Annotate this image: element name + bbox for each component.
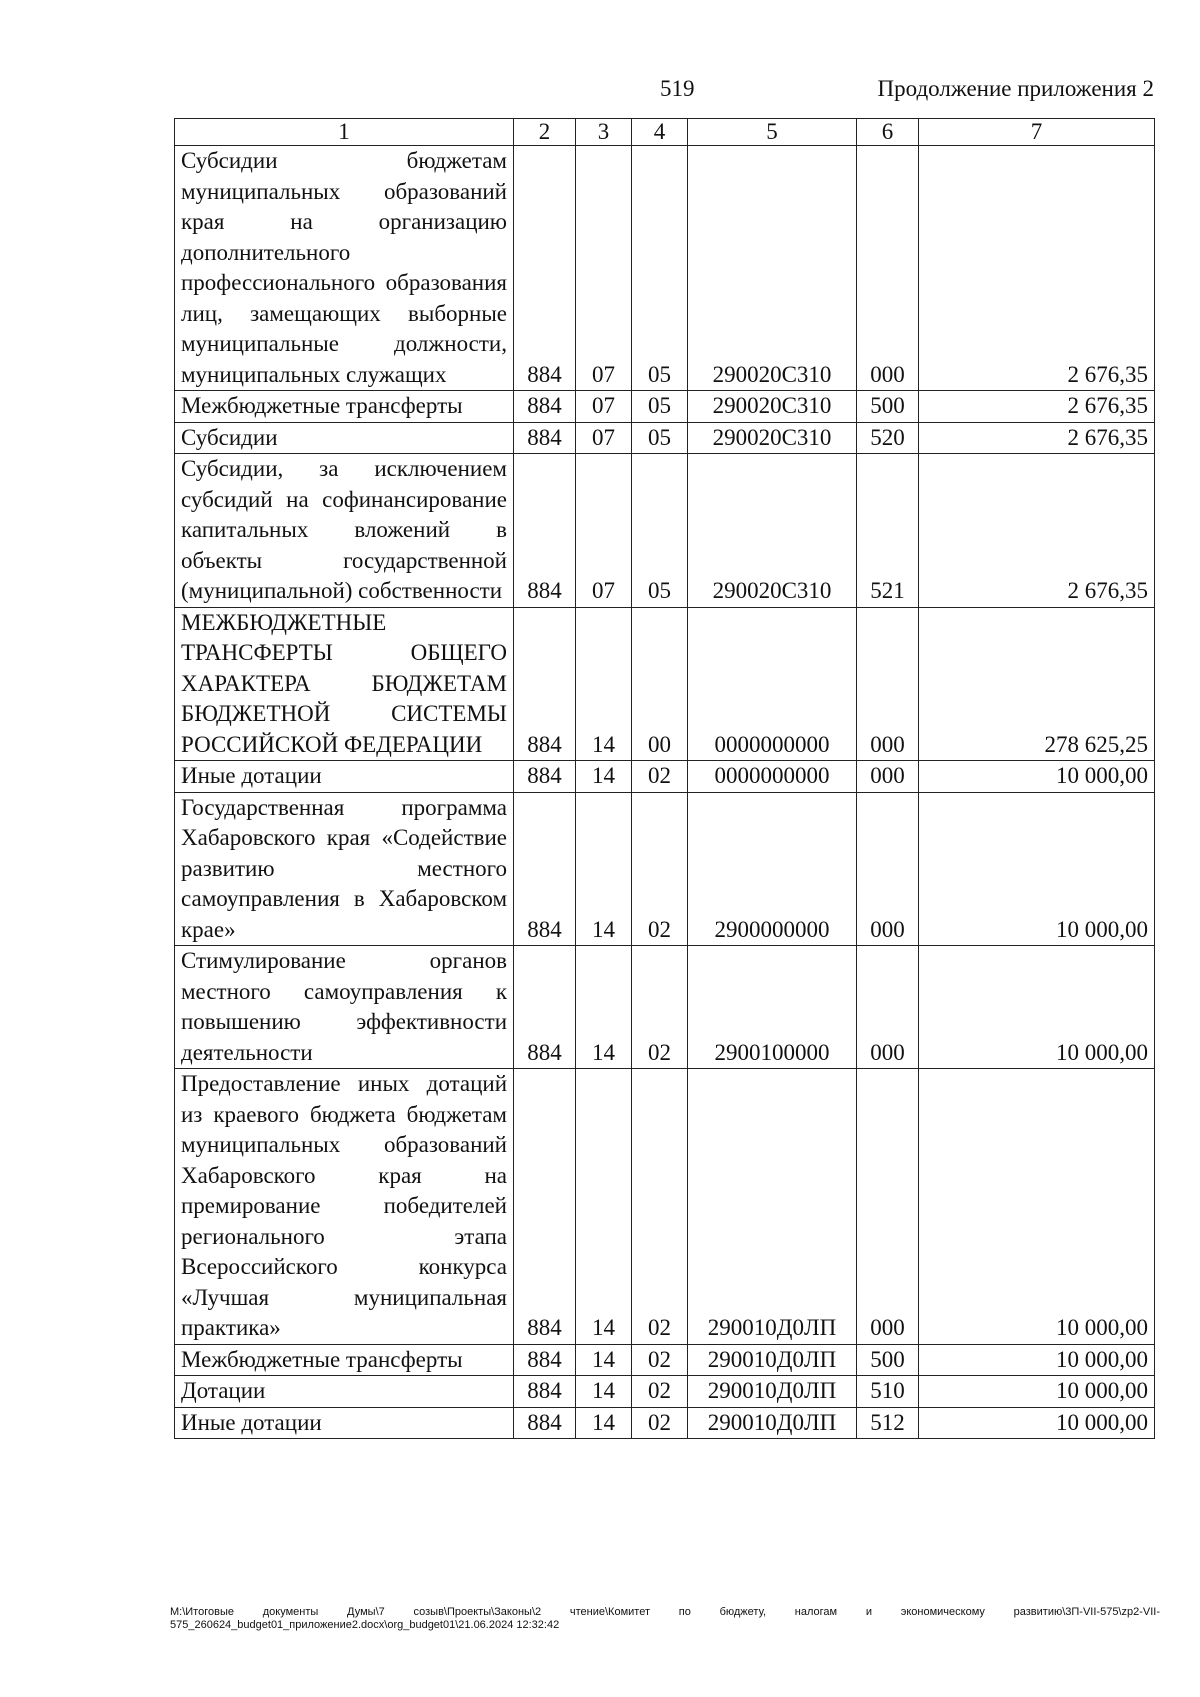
- column-header: 2: [514, 119, 576, 146]
- cell-expense-type: 000: [857, 1069, 919, 1345]
- cell-section: 14: [576, 607, 632, 761]
- column-header: 1: [175, 119, 514, 146]
- table-row: [175, 1376, 1155, 1408]
- cell-ministry: 884: [514, 1069, 576, 1345]
- page-number: 519: [660, 76, 695, 101]
- table-row: [175, 946, 1155, 1069]
- cell-subsection: 02: [632, 1376, 688, 1408]
- column-header: 6: [857, 119, 919, 146]
- table-row: [175, 607, 1155, 761]
- cell-subsection: 05: [632, 146, 688, 391]
- cell-target-article: 290010Д0ЛП: [688, 1069, 857, 1345]
- cell-ministry: 884: [514, 1407, 576, 1439]
- row-name: Межбюджетные трансферты: [175, 391, 514, 423]
- cell-section: 14: [576, 1407, 632, 1439]
- cell-ministry: 884: [514, 761, 576, 793]
- cell-amount: 2 676,35: [919, 454, 1155, 608]
- table-row: [175, 1344, 1155, 1376]
- cell-section: 07: [576, 454, 632, 608]
- cell-amount: 10 000,00: [919, 1376, 1155, 1408]
- cell-subsection: 05: [632, 454, 688, 608]
- table-row: [175, 422, 1155, 454]
- row-name: Субсидии: [175, 422, 514, 454]
- cell-section: 14: [576, 761, 632, 793]
- cell-expense-type: 500: [857, 391, 919, 423]
- cell-ministry: 884: [514, 607, 576, 761]
- table-row: [175, 1069, 1155, 1345]
- table-row: [175, 391, 1155, 423]
- cell-amount: 2 676,35: [919, 391, 1155, 423]
- cell-section: 07: [576, 146, 632, 391]
- cell-amount: 10 000,00: [919, 761, 1155, 793]
- cell-amount: 10 000,00: [919, 792, 1155, 946]
- row-name: МЕЖБЮДЖЕТНЫЕ ТРАНСФЕРТЫ ОБЩЕГО ХАРАКТЕРА БЮДЖЕТАМ БЮДЖЕТНОЙ СИСТЕМЫ РОССИЙСКОЙ ФЕДЕРАЦИИ: [175, 607, 514, 761]
- cell-ministry: 884: [514, 146, 576, 391]
- cell-subsection: 02: [632, 792, 688, 946]
- column-header: 7: [919, 119, 1155, 146]
- table-row: [175, 1407, 1155, 1439]
- cell-subsection: 05: [632, 422, 688, 454]
- cell-target-article: 290020С310: [688, 146, 857, 391]
- cell-expense-type: 000: [857, 607, 919, 761]
- cell-ministry: 884: [514, 946, 576, 1069]
- cell-ministry: 884: [514, 1344, 576, 1376]
- cell-target-article: 290010Д0ЛП: [688, 1344, 857, 1376]
- cell-target-article: 0000000000: [688, 607, 857, 761]
- cell-expense-type: 510: [857, 1376, 919, 1408]
- cell-expense-type: 500: [857, 1344, 919, 1376]
- table-row: [175, 792, 1155, 946]
- cell-expense-type: 000: [857, 946, 919, 1069]
- cell-subsection: 00: [632, 607, 688, 761]
- cell-target-article: 290020С310: [688, 422, 857, 454]
- row-name: Стимулирование органов местного самоуправления к повышению эффективности деятельности: [175, 946, 514, 1069]
- cell-expense-type: 000: [857, 761, 919, 793]
- cell-section: 14: [576, 1069, 632, 1345]
- table-header-row: [175, 119, 1155, 146]
- cell-subsection: 02: [632, 761, 688, 793]
- cell-amount: 278 625,25: [919, 607, 1155, 761]
- column-header: 3: [576, 119, 632, 146]
- cell-section: 07: [576, 422, 632, 454]
- cell-target-article: 0000000000: [688, 761, 857, 793]
- table-row: [175, 146, 1155, 391]
- continuation-heading: Продолжение приложения 2: [877, 76, 1154, 101]
- row-name: Государственная программа Хабаровского края «Содействие развитию местного самоуправления в Хабаровском крае»: [175, 792, 514, 946]
- row-name: Предоставление иных дотаций из краевого бюджета бюджетам муниципальных образований Хабаровского края на премирование победителей регионального этапа Всероссийского конкурса «Лучшая муниципальная практика»: [175, 1069, 514, 1345]
- budget-table: [174, 118, 1155, 1439]
- cell-target-article: 2900100000: [688, 946, 857, 1069]
- cell-expense-type: 000: [857, 792, 919, 946]
- cell-subsection: 02: [632, 1407, 688, 1439]
- cell-expense-type: 521: [857, 454, 919, 608]
- cell-section: 14: [576, 792, 632, 946]
- cell-subsection: 02: [632, 946, 688, 1069]
- cell-ministry: 884: [514, 1376, 576, 1408]
- cell-subsection: 05: [632, 391, 688, 423]
- cell-ministry: 884: [514, 422, 576, 454]
- cell-target-article: 290020С310: [688, 454, 857, 608]
- cell-section: 07: [576, 391, 632, 423]
- table-row: [175, 761, 1155, 793]
- row-name: Субсидии, за исключением субсидий на софинансирование капитальных вложений в объекты государственной (муниципальной) собственности: [175, 454, 514, 608]
- cell-expense-type: 520: [857, 422, 919, 454]
- cell-section: 14: [576, 1376, 632, 1408]
- cell-target-article: 290010Д0ЛП: [688, 1407, 857, 1439]
- cell-ministry: 884: [514, 391, 576, 423]
- row-name: Дотации: [175, 1376, 514, 1408]
- cell-section: 14: [576, 1344, 632, 1376]
- table-row: [175, 454, 1155, 608]
- cell-target-article: 290020С310: [688, 391, 857, 423]
- row-name: Субсидии бюджетам муниципальных образований края на организацию дополнительного профессионального образования лиц, замещающих выборные муниципальные должности, муниципальных служащих: [175, 146, 514, 391]
- cell-expense-type: 000: [857, 146, 919, 391]
- cell-amount: 2 676,35: [919, 146, 1155, 391]
- column-header: 4: [632, 119, 688, 146]
- cell-ministry: 884: [514, 454, 576, 608]
- cell-amount: 10 000,00: [919, 1407, 1155, 1439]
- cell-expense-type: 512: [857, 1407, 919, 1439]
- cell-ministry: 884: [514, 792, 576, 946]
- cell-section: 14: [576, 946, 632, 1069]
- row-name: Межбюджетные трансферты: [175, 1344, 514, 1376]
- row-name: Иные дотации: [175, 761, 514, 793]
- cell-amount: 10 000,00: [919, 1344, 1155, 1376]
- cell-amount: 10 000,00: [919, 1069, 1155, 1345]
- column-header: 5: [688, 119, 857, 146]
- file-path-footer: M:\Итоговые документы Думы\7 созыв\Проекты\Законы\2 чтение\Комитет по бюджету, налогам и экономическому развитию\3П-VII-575\zp2-VII-575_260624_budget01_приложение2.docx\org_budget01\21.06.2024 12:32:42: [170, 1606, 1160, 1631]
- cell-subsection: 02: [632, 1069, 688, 1345]
- cell-amount: 10 000,00: [919, 946, 1155, 1069]
- cell-subsection: 02: [632, 1344, 688, 1376]
- cell-amount: 2 676,35: [919, 422, 1155, 454]
- cell-target-article: 290010Д0ЛП: [688, 1376, 857, 1408]
- row-name: Иные дотации: [175, 1407, 514, 1439]
- cell-target-article: 2900000000: [688, 792, 857, 946]
